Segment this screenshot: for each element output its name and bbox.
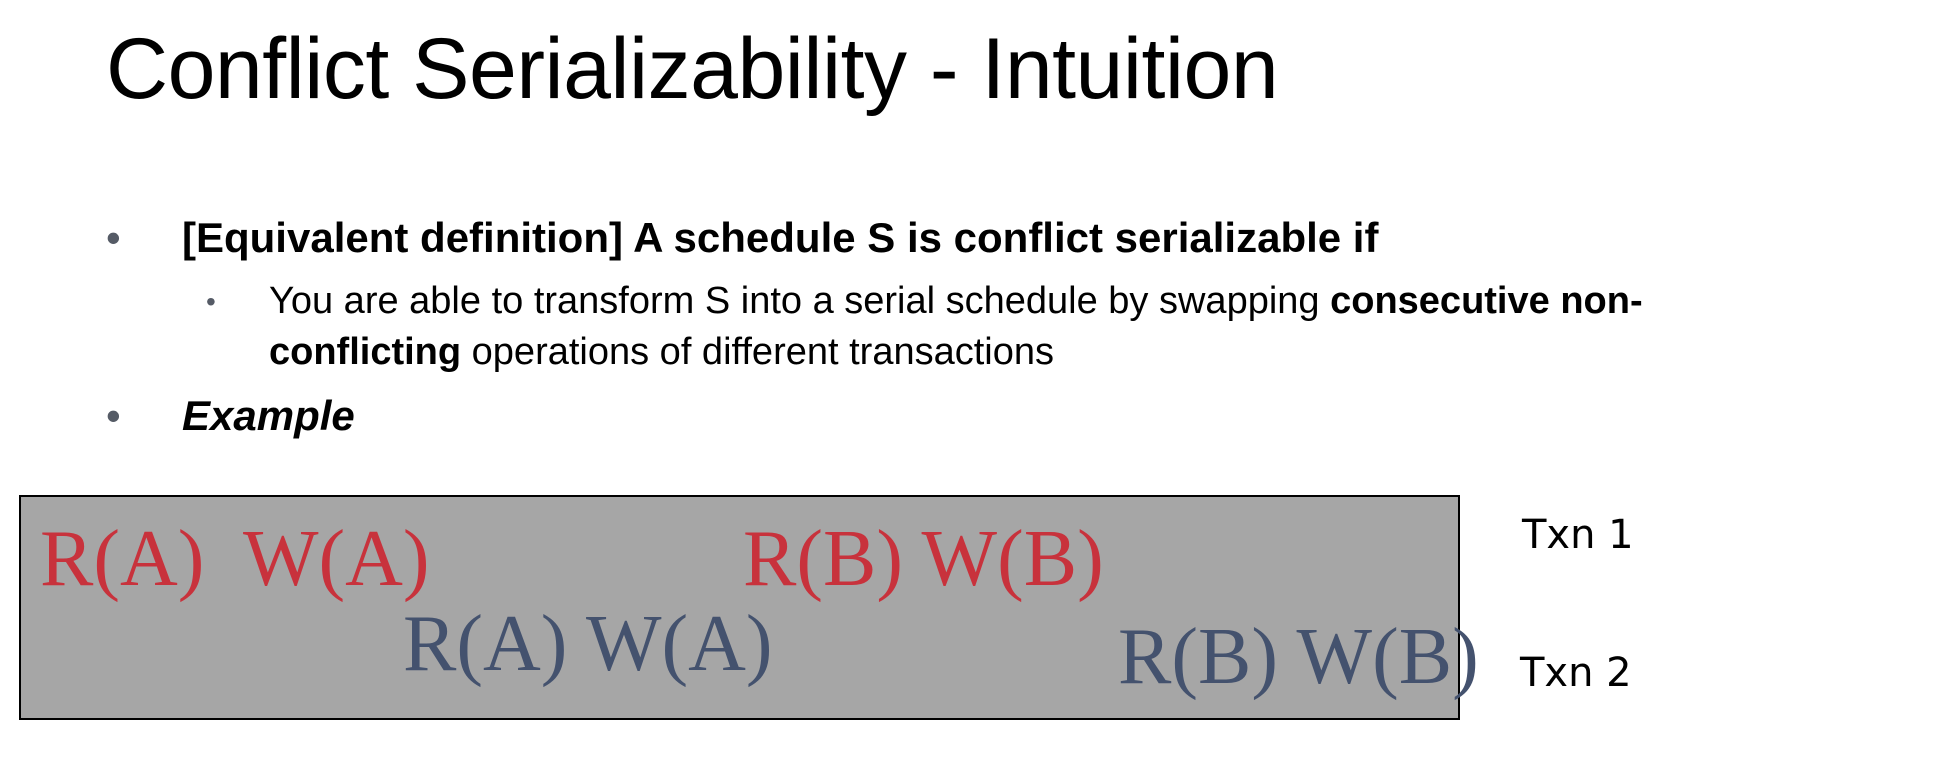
bullet-dot-icon: • [206,286,216,317]
txn2-label: Txn 2 [1520,650,1632,696]
bullet-dot-icon: • [106,392,121,439]
sub-text-part1: You are able to transform S into a serial schedule by swapping [269,280,1331,322]
txn1-label: Txn 1 [1522,512,1634,558]
definition-text: [Equivalent definition] A schedule S is conflict serializable if [182,214,1379,261]
txn2-ops-a: R(A) W(A) [403,600,773,688]
sub-definition-line-1 [269,280,1643,323]
sub-text-part2: operations of different transactions [461,331,1054,373]
sub-definition-line-2 [269,331,1054,374]
bullet-dot-icon: • [106,214,121,261]
txn1-ops-a: R(A) W(A) [40,515,430,603]
txn2-ops-b: R(B) W(B) [1118,613,1479,701]
sub-text-bold1: consecutive non- [1330,280,1643,322]
sub-text-bold2: conflicting [269,331,462,373]
slide-title: Conflict Serializability - Intuition [106,21,1279,117]
schedule-box [19,495,1479,720]
txn1-ops-b: R(B) W(B) [743,515,1104,603]
example-text: Example [182,392,355,439]
